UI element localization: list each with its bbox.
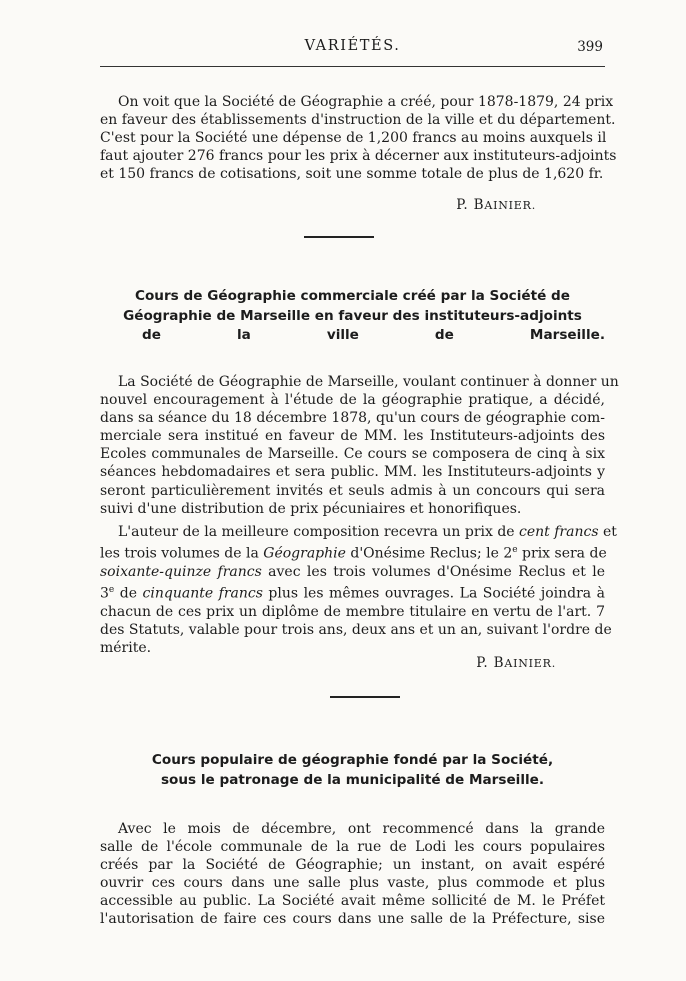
- text-line: mérite.: [100, 639, 152, 656]
- section-2-title: [100, 287, 605, 346]
- text-line: et 150 francs de cotisations, soit une somme totale de plus de 1,620 fr.: [100, 166, 604, 183]
- text-line: Ecoles communales de Marseille. Ce cours se composera de cinq à six: [100, 446, 605, 463]
- text-line: La Société de Géographie de Marseille, voulant continuer à donner un: [118, 374, 619, 390]
- text-line: les trois volumes de la Géographie d'Onésime Reclus; le 2e prix sera de: [100, 545, 607, 562]
- text-line: L'auteur de la meilleure composition recevra un prix de cent francs et: [118, 524, 617, 540]
- signature: [456, 197, 536, 213]
- signature-rest: AINIER.: [504, 657, 556, 670]
- title-line: de la ville de Marseille.: [142, 327, 605, 343]
- signature: [476, 655, 556, 671]
- text-line: chacun de ces prix un diplôme de membre titulaire en vertu de l'art. 7: [100, 603, 605, 620]
- section-divider: [304, 236, 374, 238]
- title-line: sous le patronage de la municipalité de Marseille.: [160, 771, 545, 788]
- title-line: Cours de Géographie commerciale créé par la Société de: [134, 288, 570, 304]
- signature-initial: P. B: [476, 655, 505, 671]
- text-line: séances hebdomadaires et sera public. MM. les Instituteurs-adjoints y: [100, 464, 605, 481]
- section-3-paragraph: [100, 820, 605, 929]
- text-line: faut ajouter 276 francs pour les prix à décerner aux instituteurs-adjoints: [100, 148, 617, 165]
- section-1-paragraph: [100, 93, 617, 183]
- section-2-paragraph-1: [100, 373, 619, 518]
- text-line: en faveur des établissements d'instruction de la ville et du département.: [100, 112, 616, 129]
- text-line: C'est pour la Société une dépense de 1,200 francs au moins auxquels il: [100, 130, 607, 147]
- signature-rest: AINIER.: [484, 199, 536, 212]
- text-line: On voit que la Société de Géographie a créé, pour 1878-1879, 24 prix: [118, 94, 614, 110]
- text-line: Avec le mois de décembre, ont recommencé dans la grande: [118, 821, 605, 837]
- page-header: [100, 32, 605, 67]
- text-line: 3e de cinquante francs plus les mêmes ouvrages. La Société joindra à: [100, 584, 605, 602]
- running-title: VARIÉTÉS.: [304, 38, 401, 54]
- text-line: seront particulièrement invités et seuls admis à un concours qui sera: [100, 482, 605, 499]
- section-3-title: [100, 751, 605, 790]
- text-line: salle de l'école communale de la rue de Lodi les cours populaires: [100, 839, 605, 856]
- text-line: merciale sera institué en faveur de MM. les Instituteurs-adjoints des: [100, 428, 605, 445]
- text-line: suivi d'une distribution de prix pécuniaires et honorifiques.: [100, 500, 522, 517]
- section-2-paragraph-2: [100, 523, 617, 657]
- text-line: soixante-quinze francs avec les trois volumes d'Onésime Reclus et le: [100, 563, 606, 580]
- signature-initial: P. B: [456, 197, 485, 213]
- text-line: accessible au public. La Société avait même sollicité de M. le Préfet: [100, 893, 605, 910]
- text-line: créés par la Société de Géographie; un instant, on avait espéré: [100, 857, 605, 874]
- text-line: ouvrir ces cours dans une salle plus vaste, plus commode et plus: [100, 875, 605, 892]
- text-line: nouvel encouragement à l'étude de la géographie pratique, a décidé,: [100, 392, 605, 409]
- title-line: Cours populaire de géographie fondé par la Société,: [151, 752, 554, 768]
- text-line: des Statuts, valable pour trois ans, deux ans et un an, suivant l'ordre de: [100, 621, 612, 638]
- page-number: 399: [577, 39, 603, 55]
- text-line: l'autorisation de faire ces cours dans une salle de la Préfecture, sise: [100, 911, 605, 928]
- text-line: dans sa séance du 18 décembre 1878, qu'un cours de géographie com-: [100, 410, 605, 427]
- section-divider: [330, 696, 400, 698]
- title-line: Géographie de Marseille en faveur des instituteurs-adjoints: [123, 307, 582, 324]
